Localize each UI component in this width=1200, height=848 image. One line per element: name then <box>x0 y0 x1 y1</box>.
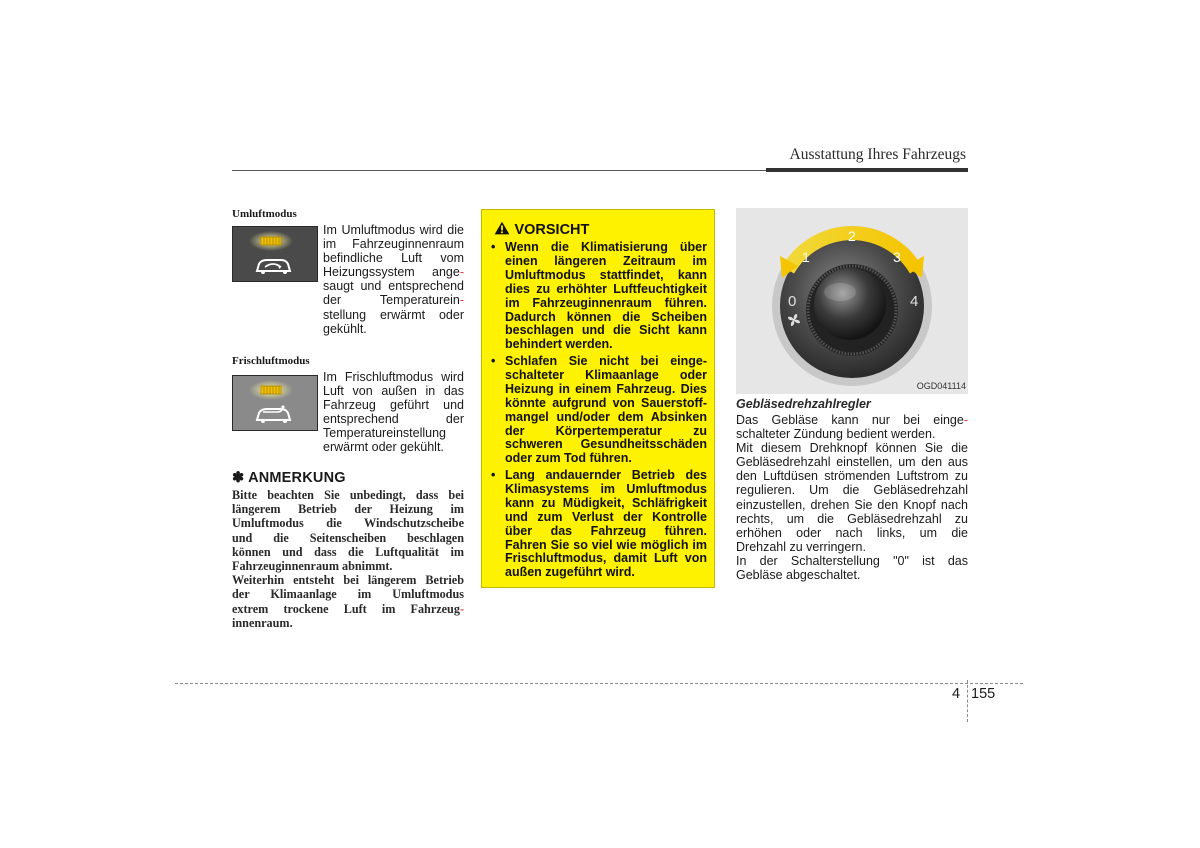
geblaese-line: Mit diesem Drehknopf können Sie die <box>736 441 968 456</box>
vorsicht-line: über das Fahrzeug führen. <box>505 523 707 538</box>
bullet-icon: • <box>491 240 496 254</box>
vorsicht-line: im Fahrzeuginnenraum führen. <box>505 295 707 310</box>
dial-number-1: 1 <box>802 249 810 265</box>
vorsicht-line: behindert werden. <box>505 337 613 352</box>
umluft-line: befindliche Luft vom <box>323 251 464 266</box>
chapter-number: 4 <box>952 686 961 702</box>
hyphen-mark: - <box>459 601 464 616</box>
frischluft-description <box>323 370 464 455</box>
fresh-air-button-image <box>232 375 318 431</box>
vorsicht-title: VORSICHT <box>514 222 590 238</box>
anmerkung-line: Weiterhin entsteht bei längerem Betrieb <box>232 573 464 588</box>
header-rule-accent <box>766 168 968 172</box>
umluft-line: stellung erwärmt oder <box>323 307 464 322</box>
anmerkung-line: Bitte beachten Sie unbedingt, dass bei <box>232 488 464 502</box>
blower-knob-illustration <box>736 208 968 394</box>
umluft-line: Heizungssystem ange- <box>323 265 464 280</box>
vorsicht-line: einen längeren Zeitraum im <box>505 253 707 268</box>
vorsicht-line: kann zu Müdigkeit, Schläfrigkeit <box>505 495 707 510</box>
vorsicht-line: und zum Verlust der Kontrolle <box>505 509 707 524</box>
geblaese-line: regulieren. Um die Gebläsedrehzahl <box>736 483 968 498</box>
anmerkung-heading <box>232 470 346 486</box>
frischluft-line: Im Frischluftmodus wird <box>323 370 464 384</box>
vorsicht-header <box>494 221 589 239</box>
fresh-air-icon <box>233 376 317 430</box>
anmerkung-line: und die Seitenscheiben beschlagen <box>232 530 464 545</box>
anmerkung-line: Fahrzeuginnenraum abnimmt. <box>232 559 393 574</box>
frischluft-line: erwärmt oder gekühlt. <box>323 440 444 455</box>
vorsicht-line: mangel und/oder dem Absinken <box>505 409 707 424</box>
vorsicht-line: Schlafen Sie nicht bei einge- <box>505 354 707 368</box>
umluft-heading: Umluftmodus <box>232 208 297 220</box>
note-symbol-icon: ✽ <box>232 470 245 486</box>
blower-dial-figure <box>736 208 968 394</box>
footer-divider <box>967 680 968 722</box>
hyphen-mark: - <box>459 293 464 308</box>
vorsicht-line: Dadurch können die Scheiben <box>505 309 707 324</box>
dial-number-0: 0 <box>788 293 797 310</box>
vorsicht-line: könnte aufgrund von Sauerstoff- <box>505 395 707 410</box>
anmerkung-body <box>232 488 464 630</box>
geblaese-heading: Gebläsedrehzahlregler <box>736 397 871 411</box>
vorsicht-line: Heizung in einem Fahrzeug. Dies <box>505 381 707 396</box>
vorsicht-line: Wenn die Klimatisierung über <box>505 240 707 254</box>
bullet-icon: • <box>491 468 496 482</box>
anmerkung-line: der Klimaanlage im Umluftmodus <box>232 587 464 602</box>
header-rule <box>232 170 768 171</box>
vorsicht-line: beschlagen und die Sicht kann <box>505 323 707 338</box>
umluft-line: im Fahrzeuginnenraum <box>323 237 464 252</box>
anmerkung-line: innenraum. <box>232 615 293 630</box>
umluft-description <box>323 223 464 336</box>
geblaese-line: In der Schalterstellung "0" ist das <box>736 553 968 568</box>
frischluft-heading: Frischluftmodus <box>232 355 310 367</box>
frischluft-line: entsprechend der <box>323 412 464 427</box>
vorsicht-line: außen zugeführt wird. <box>505 565 635 580</box>
recirculation-button-image <box>232 226 318 282</box>
geblaese-line: Das Gebläse kann nur bei einge- <box>736 413 968 427</box>
geblaese-line: Gebläse abgeschaltet. <box>736 568 861 583</box>
frischluft-line: Fahrzeug geführt und <box>323 398 464 413</box>
geblaese-line: Drehzahl zu verringern. <box>736 539 866 554</box>
anmerkung-line: extrem trockene Luft im Fahrzeug- <box>232 601 464 616</box>
geblaese-line: erhöhen oder nach links, um die <box>736 525 968 540</box>
vorsicht-line: Umluftmodus stattfindet, kann <box>505 267 707 282</box>
dial-number-4: 4 <box>910 293 919 310</box>
anmerkung-line: können und dass die Luftqualität im <box>232 544 464 559</box>
warning-triangle-icon <box>494 221 510 235</box>
vorsicht-line: oder zum Tod führen. <box>505 451 632 466</box>
vorsicht-warning-box <box>481 209 715 588</box>
vorsicht-item <box>491 354 707 466</box>
geblaese-line: schalteter Zündung bedient werden. <box>736 427 936 442</box>
anmerkung-title: ANMERKUNG <box>248 470 346 486</box>
vorsicht-line: Lang andauernder Betrieb des <box>505 468 707 482</box>
umluft-line: der Temperaturein- <box>323 293 464 308</box>
bullet-icon: • <box>491 354 496 368</box>
geblaese-line: Gebläsedrehzahl einstellen, um den aus <box>736 455 968 470</box>
anmerkung-line: längerem Betrieb der Heizung im <box>232 502 464 517</box>
frischluft-line: Luft von außen in das <box>323 384 464 399</box>
geblaese-line: einzustellen, drehen Sie den Knopf nach <box>736 497 968 512</box>
vorsicht-line: der Körpertemperatur zu <box>505 423 707 438</box>
recirculation-icon <box>233 227 317 281</box>
figure-code: OGD041114 <box>916 381 966 391</box>
frischluft-line: Temperatureinstellung <box>323 426 446 441</box>
umluft-line: saugt und entsprechend <box>323 279 464 294</box>
vorsicht-line: Fahren Sie so viel wie möglich im <box>505 537 707 552</box>
page-number: 155 <box>971 686 996 702</box>
vorsicht-line: Frischluftmodus, damit Luft von <box>505 551 707 566</box>
hyphen-mark: - <box>963 413 968 427</box>
dial-number-3: 3 <box>893 249 901 265</box>
vorsicht-item <box>491 240 707 352</box>
vorsicht-line: dies zu erhöhter Luftfeuchtigkeit <box>505 281 707 296</box>
footer-rule <box>175 683 1023 684</box>
geblaese-line: rechts, um die Gebläsedrehzahl zu <box>736 511 968 526</box>
geblaese-description <box>736 413 968 582</box>
umluft-line: Im Umluftmodus wird die <box>323 223 464 237</box>
vorsicht-line: schalteter Klimaanlage oder <box>505 367 707 382</box>
running-header: Ausstattung Ihres Fahrzeugs <box>789 146 966 163</box>
hyphen-mark: - <box>459 265 464 280</box>
geblaese-line: den Luftdüsen strömenden Luftstrom zu <box>736 469 968 484</box>
umluft-line: gekühlt. <box>323 321 367 336</box>
anmerkung-line: Umluftmodus die Windschutzscheibe <box>232 516 464 531</box>
dial-number-2: 2 <box>848 228 856 244</box>
vorsicht-item <box>491 468 707 580</box>
vorsicht-line: schweren Gesundheitsschäden <box>505 437 707 452</box>
vorsicht-line: Klimasystems im Umluftmodus <box>505 481 707 496</box>
